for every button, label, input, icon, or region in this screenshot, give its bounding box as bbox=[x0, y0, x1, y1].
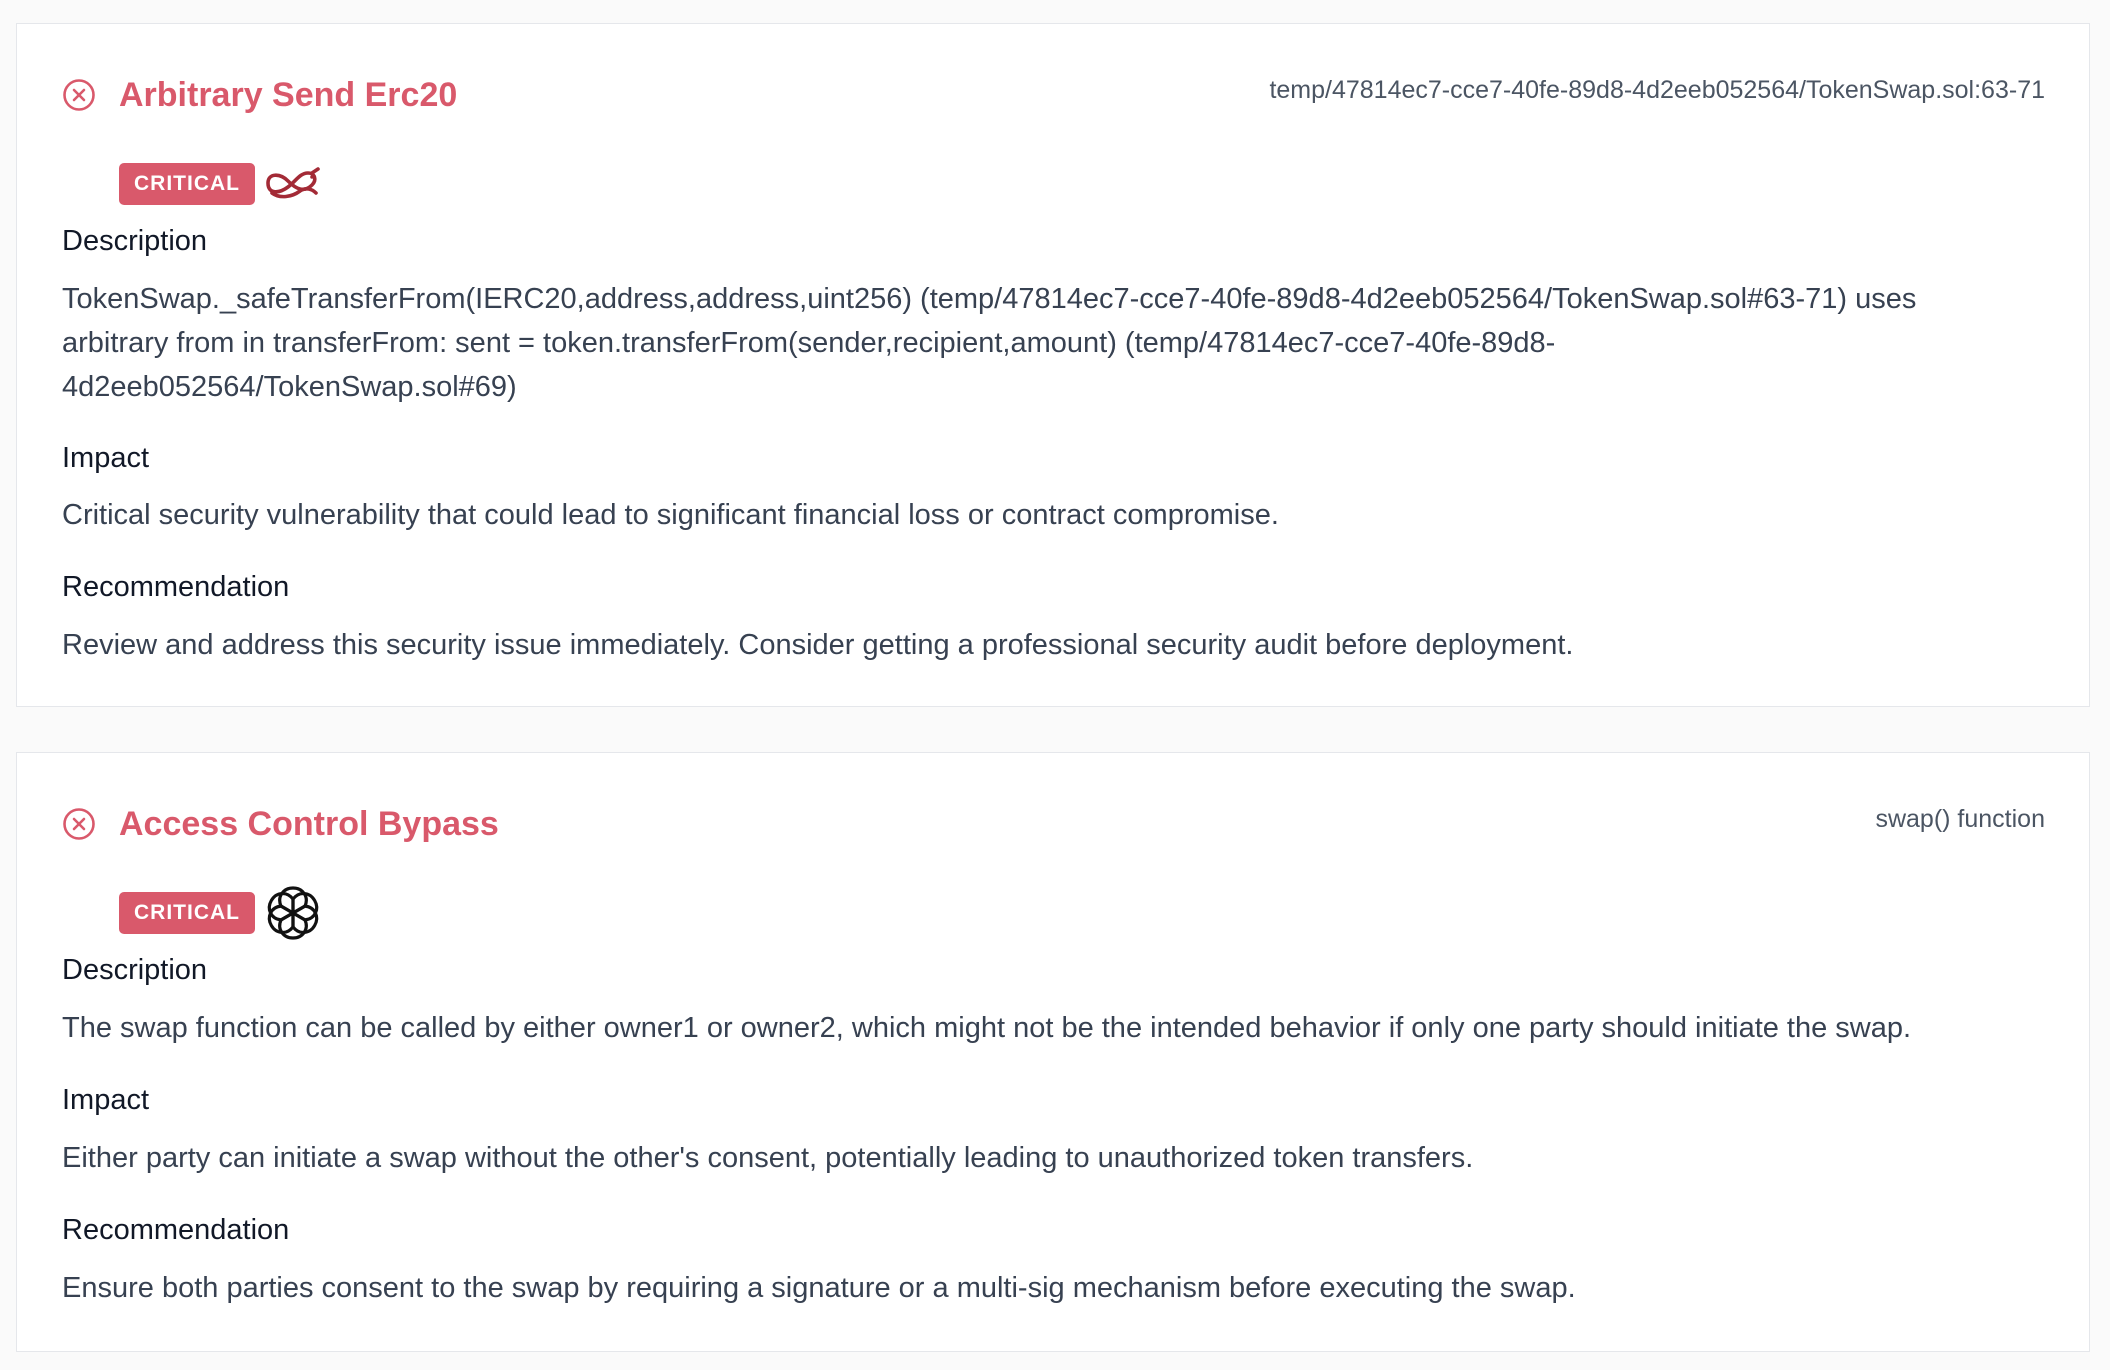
finding-title: Access Control Bypass bbox=[119, 805, 499, 843]
x-circle-icon bbox=[62, 78, 96, 112]
finding-location: swap() function bbox=[1875, 805, 2045, 833]
description-text bbox=[62, 277, 2022, 409]
severity-badge: CRITICAL bbox=[119, 163, 255, 205]
description-line: arbitrary from in transferFrom: sent = token.transferFrom(sender,recipient,amount) (temp/47814ec7-cce7-40fe-89d8- bbox=[62, 327, 1556, 359]
finding-header bbox=[62, 801, 2045, 851]
description-line: TokenSwap._safeTransferFrom(IERC20,address,address,uint256) (temp/47814ec7-cce7-40fe-89d8-4d2eeb052564/TokenSwap.sol#63-71) uses bbox=[62, 283, 1917, 315]
finding-card bbox=[16, 23, 2090, 707]
impact-label: Impact bbox=[62, 1084, 150, 1116]
severity-badge: CRITICAL bbox=[119, 892, 255, 934]
slither-snake-icon bbox=[262, 153, 324, 215]
description-line: 4d2eeb052564/TokenSwap.sol#69) bbox=[62, 371, 517, 403]
description-label: Description bbox=[62, 225, 208, 257]
impact-text: Critical security vulnerability that could lead to significant financial loss or contract compromise. bbox=[62, 499, 1279, 531]
finding-location: temp/47814ec7-cce7-40fe-89d8-4d2eeb052564/TokenSwap.sol:63-71 bbox=[1269, 76, 2045, 104]
openai-logo-icon bbox=[262, 882, 324, 944]
description-text: The swap function can be called by either owner1 or owner2, which might not be the intended behavior if only one party should initiate the swap. bbox=[62, 1012, 1912, 1044]
description-label: Description bbox=[62, 954, 208, 986]
finding-card bbox=[16, 752, 2090, 1352]
impact-label: Impact bbox=[62, 442, 150, 474]
recommendation-label: Recommendation bbox=[62, 571, 290, 603]
recommendation-text: Review and address this security issue immediately. Consider getting a professional security audit before deployment. bbox=[62, 629, 1574, 661]
recommendation-text: Ensure both parties consent to the swap by requiring a signature or a multi-sig mechanism before executing the swap. bbox=[62, 1272, 1576, 1304]
recommendation-label: Recommendation bbox=[62, 1214, 290, 1246]
impact-text: Either party can initiate a swap without the other's consent, potentially leading to unauthorized token transfers. bbox=[62, 1142, 1474, 1174]
finding-title: Arbitrary Send Erc20 bbox=[119, 76, 458, 114]
finding-header bbox=[62, 72, 2045, 122]
x-circle-icon bbox=[62, 807, 96, 841]
